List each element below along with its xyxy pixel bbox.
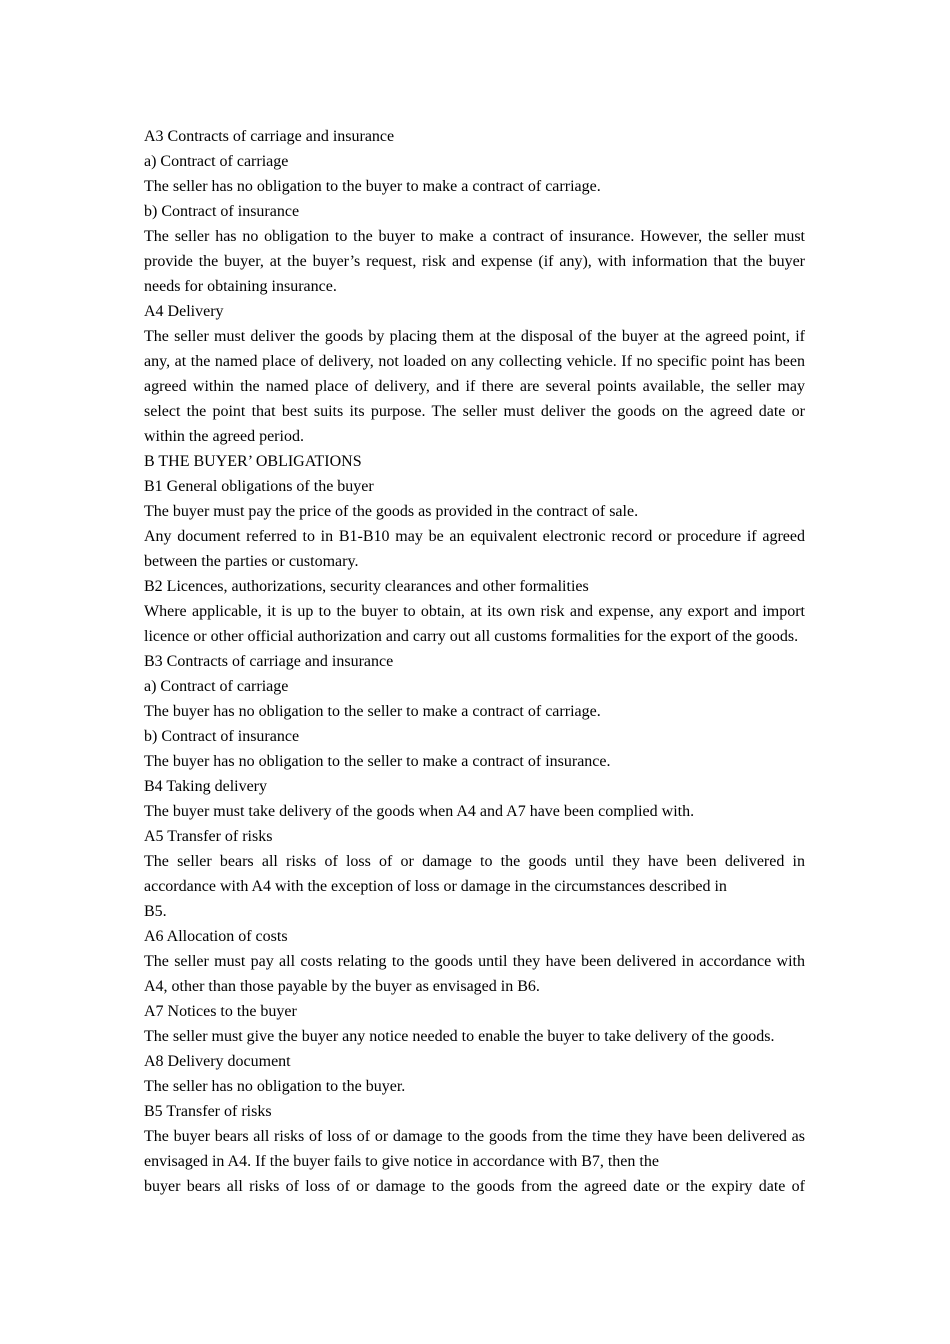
paragraph-a6-costs: The seller must pay all costs relating to the goods until they have been delivered in accordance with A4, other than those payable by the buyer as envisaged in B6. [144,953,805,995]
paragraph-b4-taking-delivery: The buyer must take delivery of the goods when A4 and A7 have been complied with. [144,803,695,820]
paragraph-b3-carriage: The buyer has no obligation to the seller to make a contract of carriage. [144,703,601,720]
paragraph-a3-carriage: The seller has no obligation to the buyer to make a contract of carriage. [144,178,601,195]
heading-b1: B1 General obligations of the buyer [144,478,374,495]
subheading-a3-carriage: a) Contract of carriage [144,153,289,170]
paragraph-a5-risks-end: B5. [144,903,167,920]
paragraph-b1-price: The buyer must pay the price of the goods as provided in the contract of sale. [144,503,639,520]
paragraph-a4-delivery: The seller must deliver the goods by placing them at the disposal of the buyer at the agreed point, if any, at the named place of delivery, not loaded on any collecting vehicle. If no specific point has been agreed within the named place of delivery, and if there are several points available, the seller may select the point that best suits its purpose. The seller must deliver the goods on the agreed date or within the agreed period. [144,328,805,445]
heading-a4: A4 Delivery [144,303,224,320]
heading-a8: A8 Delivery document [144,1053,291,1070]
paragraph-b5-risks-continued: buyer bears all risks of loss of or damage to the goods from the agreed date or the expiry date of [144,1178,805,1195]
heading-a7: A7 Notices to the buyer [144,1003,297,1020]
paragraph-b2-licences: Where applicable, it is up to the buyer to obtain, at its own risk and expense, any export and import licence or other official authorization and carry out all customs formalities for the export of the goods. [144,603,805,645]
paragraph-a5-risks: The seller bears all risks of loss of or damage to the goods until they have been delivered in accordance with A4 with the exception of loss or damage in the circumstances described in [144,853,805,895]
heading-b2: B2 Licences, authorizations, security clearances and other formalities [144,578,589,595]
paragraph-a3-insurance: The seller has no obligation to the buyer to make a contract of insurance. However, the seller must provide the buyer, at the buyer’s request, risk and expense (if any), with information that the buyer needs for obtaining insurance. [144,228,805,295]
subheading-b3-carriage: a) Contract of carriage [144,678,289,695]
heading-buyer-obligations: B THE BUYER’ OBLIGATIONS [144,453,362,470]
heading-b3: B3 Contracts of carriage and insurance [144,653,394,670]
heading-a6: A6 Allocation of costs [144,928,288,945]
paragraph-b1-documents: Any document referred to in B1-B10 may be an equivalent electronic record or procedure if agreed between the parties or customary. [144,528,805,570]
heading-b4: B4 Taking delivery [144,778,268,795]
paragraph-b3-insurance: The buyer has no obligation to the seller to make a contract of insurance. [144,753,611,770]
paragraph-a8-document: The seller has no obligation to the buyer. [144,1078,406,1095]
heading-a5: A5 Transfer of risks [144,828,273,845]
paragraph-a7-notices: The seller must give the buyer any notice needed to enable the buyer to take delivery of the goods. [144,1028,775,1045]
heading-a3: A3 Contracts of carriage and insurance [144,128,395,145]
subheading-a3-insurance: b) Contract of insurance [144,203,300,220]
paragraph-b5-risks: The buyer bears all risks of loss of or damage to the goods from the time they have been delivered as envisaged in A4. If the buyer fails to give notice in accordance with B7, then the [144,1128,805,1170]
subheading-b3-insurance: b) Contract of insurance [144,728,300,745]
document-page [144,124,805,1199]
heading-b5: B5 Transfer of risks [144,1103,272,1120]
